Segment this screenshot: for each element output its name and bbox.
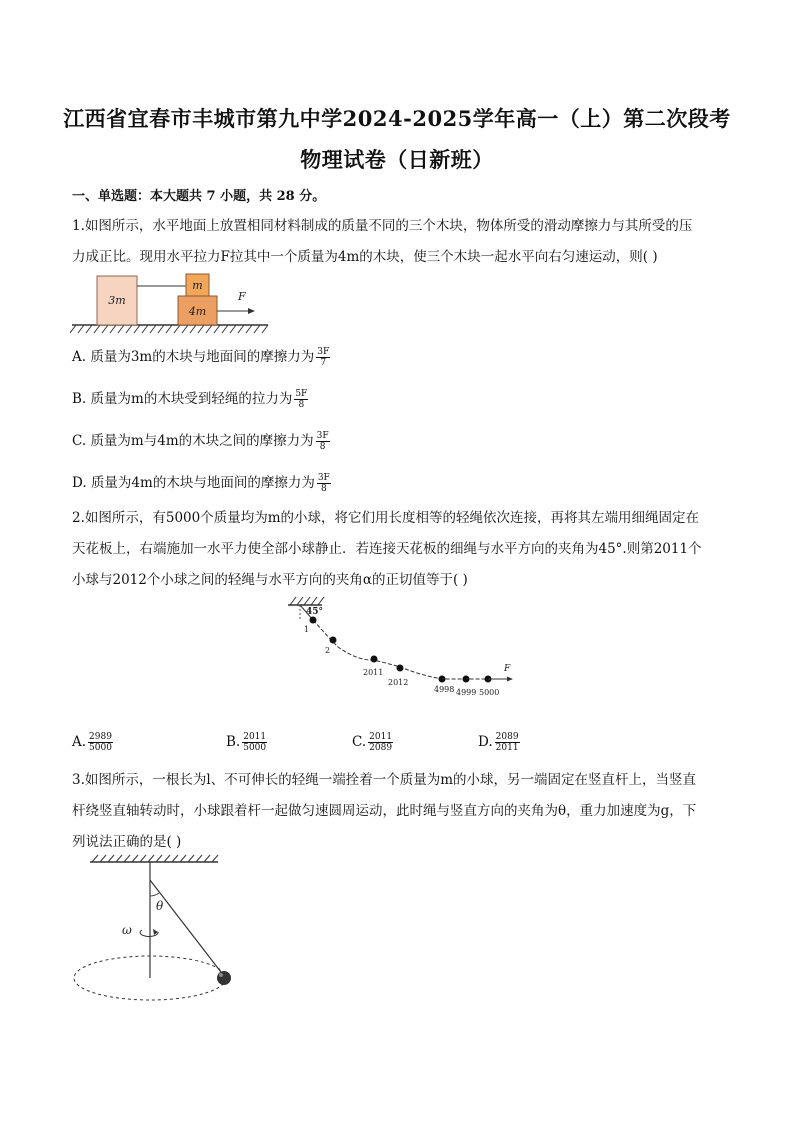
ball-1 <box>310 617 317 624</box>
q2-option-d[interactable]: D. $\frac{2089}{2011}$ <box>478 732 519 753</box>
ball-label-4999: 4999 <box>456 688 477 697</box>
section-heading: 一、单选题：本大题共 7 小题，共 28 分。 <box>72 189 326 204</box>
question-1-line2: 力成正比。现用水平拉力F拉其中一个质量为4m的木块，使三个木块一起水平向右匀速运动，则( ) <box>72 249 658 265</box>
question-2-line2: 天花板上，右端施加一水平力使全部小球静止．若连接天花板的细绳与水平方向的夹角为45°.则第2011个 <box>72 541 702 557</box>
ceiling-hatch <box>92 855 218 862</box>
question-2-line3: 小球与2012个小球之间的轻绳与水平方向的夹角α的正切值等于( ) <box>72 572 468 588</box>
q1-option-b[interactable]: B. 质量为m的木块受到轻绳的拉力为 $\frac{5F}{8}$ <box>72 389 308 410</box>
q1-option-d[interactable]: D. 质量为4m的木块与地面间的摩擦力为 $\frac{3F}{8}$ <box>72 473 330 494</box>
block-m-label: m <box>192 279 203 292</box>
force-arrow-head <box>248 308 255 314</box>
ball-4999 <box>463 676 470 683</box>
block-3m-label: 3m <box>108 294 126 307</box>
question-3-text <box>72 765 722 858</box>
question-3-figure <box>68 852 258 1004</box>
fraction: $\frac{3F}{8}$ <box>316 431 329 452</box>
force-label: F <box>504 664 511 674</box>
ball-label-2: 2 <box>325 646 331 655</box>
q1-option-c[interactable]: C. 质量为m与4m的木块之间的摩擦力为 $\frac{3F}{8}$ <box>72 431 329 452</box>
ground-hatch <box>70 325 268 333</box>
ball-label-4998: 4998 <box>434 685 455 694</box>
angle-label: 45° <box>306 607 324 617</box>
ball <box>217 971 231 985</box>
fraction: $\frac{2089}{2011}$ <box>495 732 519 753</box>
q2-option-a[interactable]: A. $\frac{2989}{5000}$ <box>72 732 112 753</box>
ball-highlight <box>219 973 223 977</box>
exam-title-line2: 物理试卷（日新班） <box>300 147 494 172</box>
q2-option-c[interactable]: C. $\frac{2011}{2089}$ <box>352 732 393 753</box>
fraction: $\frac{2011}{2089}$ <box>369 732 393 753</box>
omega-label: ω <box>122 923 132 937</box>
ball-4998 <box>439 676 446 683</box>
theta-label: θ <box>156 899 164 913</box>
string <box>150 880 224 976</box>
fraction: $\frac{2989}{5000}$ <box>89 732 112 753</box>
ball-label-1: 1 <box>304 625 310 634</box>
question-3-line1: 3.如图所示，一根长为l、不可伸长的轻绳一端拴着一个质量为m的小球，另一端固定在竖直杆上，当竖直 <box>72 772 696 788</box>
block-4m-label: 4m <box>188 305 207 318</box>
ball-2 <box>330 637 337 644</box>
question-2-line1: 2.如图所示，有5000个质量均为m的小球，将它们用长度相等的轻绳依次连接，再将其左端用细绳固定在 <box>72 510 700 526</box>
fraction: $\frac{3F}{8}$ <box>317 473 330 494</box>
force-arrow-head <box>507 677 513 682</box>
ceiling-hatch <box>290 597 324 605</box>
question-3-line3: 列说法正确的是( ) <box>72 834 182 850</box>
fraction: $\frac{5F}{8}$ <box>295 389 308 410</box>
theta-arc <box>150 893 159 896</box>
q2-option-b[interactable]: B. $\frac{2011}{5000}$ <box>226 732 267 753</box>
question-3-line2: 杆绕竖直轴转动时，小球跟着杆一起做匀速圆周运动，此时绳与竖直方向的夹角为θ，重力加速度为g，下 <box>72 803 697 819</box>
ball-label-2011: 2011 <box>363 668 384 677</box>
fraction: $\frac{3F}{7}$ <box>317 347 330 368</box>
question-1-line1: 1.如图所示，水平地面上放置相同材料制成的质量不同的三个木块，物体所受的滑动摩擦力与其所受的压 <box>72 218 693 234</box>
question-2-text <box>72 503 722 596</box>
fraction: $\frac{2011}{5000}$ <box>243 732 267 753</box>
ball-label-2012: 2012 <box>388 678 409 687</box>
question-2-figure <box>280 595 520 705</box>
exam-title-line1: 江西省宜春市丰城市第九中学2024-2025学年高一（上）第二次段考 <box>63 106 731 131</box>
ball-2012 <box>397 665 404 672</box>
force-label: F <box>238 290 246 303</box>
q1-option-a[interactable]: A. 质量为3m的木块与地面间的摩擦力为 $\frac{3F}{7}$ <box>72 347 330 368</box>
question-1-text <box>72 211 722 273</box>
question-1-figure <box>70 270 280 340</box>
ball-2011 <box>371 656 378 663</box>
ball-label-5000: 5000 <box>479 688 500 697</box>
